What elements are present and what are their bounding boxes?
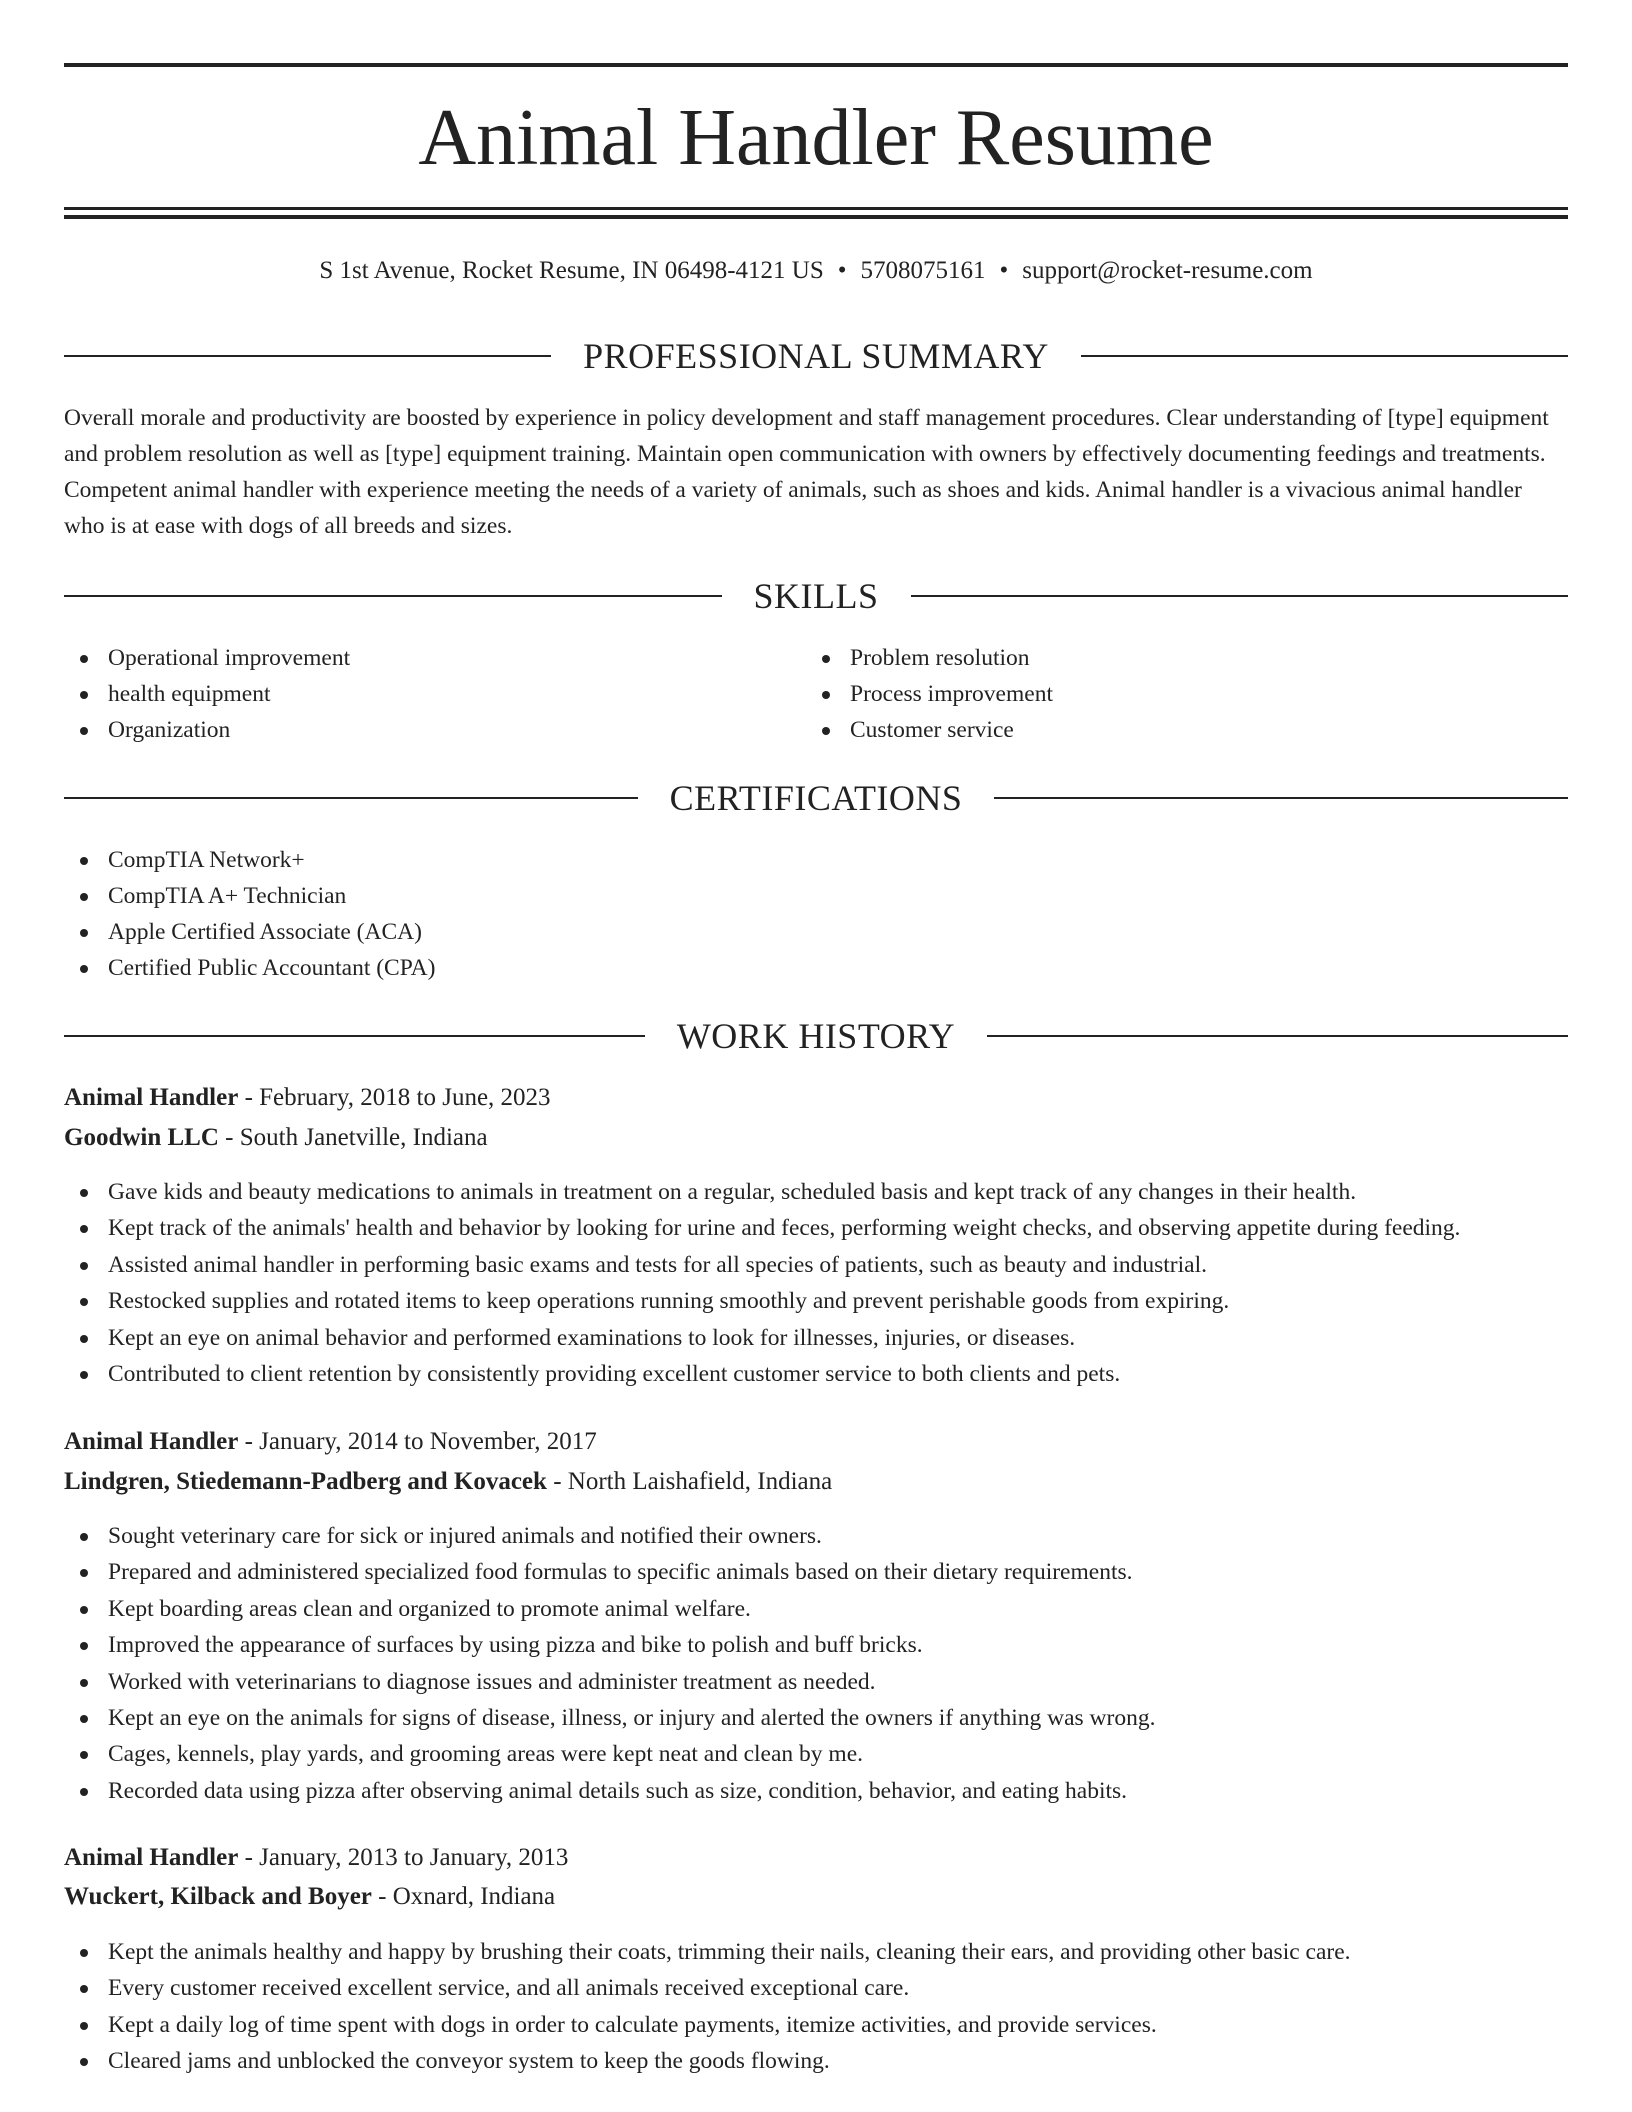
contact-line xyxy=(64,254,1568,288)
summary-text: Overall morale and productivity are boosted by experience in policy development and staff management procedures. Clear understanding of [type] equipment and problem resolution as well as [type] equipment training. Maintain open communication with owners by effectively documenting feedings and treatments. Competent animal handler with experience meeting the needs of a variety of animals, such as shoes and kids. Animal handler is a vivacious animal handler who is at ease with dogs of all breeds and sizes. xyxy=(64,405,1549,539)
job-duty-item: Gave kids and beauty medications to animals in treatment on a regular, scheduled basis and kept track of any changes in their health. xyxy=(64,1174,1568,1210)
job-duty-item: Recorded data using pizza after observing animal details such as size, condition, behavior, and eating habits. xyxy=(64,1773,1568,1809)
certifications-list xyxy=(64,842,435,986)
job-duty-item: Assisted animal handler in performing basic exams and tests for all species of patients, such as beauty and industrial. xyxy=(64,1247,1568,1283)
certification-item: Certified Public Accountant (CPA) xyxy=(64,950,435,986)
job-duty-item: Contributed to client retention by consistently providing excellent customer service to both clients and pets. xyxy=(64,1356,1568,1392)
job-duty-item: Worked with veterinarians to diagnose issues and administer treatment as needed. xyxy=(64,1664,1568,1700)
contact-address: S 1st Avenue, Rocket Resume, IN 06498-4121 US xyxy=(319,257,824,284)
job-duty-item: Cages, kennels, play yards, and grooming areas were kept neat and clean by me. xyxy=(64,1736,1568,1772)
top-rule xyxy=(64,63,1568,67)
certification-item: CompTIA A+ Technician xyxy=(64,878,435,914)
job-title-line xyxy=(64,1424,1568,1460)
job-dates: - January, 2013 to January, 2013 xyxy=(238,1844,569,1871)
section-title: CERTIFICATIONS xyxy=(669,778,963,818)
job-duties-list xyxy=(64,1518,1568,1809)
job-duty-item: Kept an eye on the animals for signs of disease, illness, or injury and alerted the owners if anything was wrong. xyxy=(64,1700,1568,1736)
job-location: - South Janetville, Indiana xyxy=(218,1124,488,1151)
skills-list-left xyxy=(64,640,350,748)
section-title: SKILLS xyxy=(753,576,879,616)
heading-rule-left xyxy=(64,797,638,799)
job-duty-item: Prepared and administered specialized food formulas to specific animals based on their dietary requirements. xyxy=(64,1554,1568,1590)
skill-item: Customer service xyxy=(806,712,1053,748)
section-heading-summary xyxy=(64,334,1568,378)
heading-rule-right xyxy=(994,797,1568,799)
heading-rule-right xyxy=(987,1035,1568,1037)
skill-item: health equipment xyxy=(64,676,350,712)
title-double-rule-upper xyxy=(64,207,1568,210)
section-heading-work-history xyxy=(64,1014,1568,1058)
job-title-line xyxy=(64,1080,1568,1116)
heading-rule-right xyxy=(911,595,1569,597)
job-duties-list xyxy=(64,1934,1568,2080)
job-duty-item: Cleared jams and unblocked the conveyor system to keep the goods flowing. xyxy=(64,2043,1568,2079)
job-location: - North Laishafield, Indiana xyxy=(546,1468,833,1495)
job-duty-item: Every customer received excellent service, and all animals received exceptional care. xyxy=(64,1970,1568,2006)
page-title: Animal Handler Resume xyxy=(418,94,1214,182)
job-company: Goodwin LLC xyxy=(64,1124,219,1151)
heading-rule-left xyxy=(64,595,722,597)
section-title: WORK HISTORY xyxy=(676,1016,956,1056)
contact-email: support@rocket-resume.com xyxy=(1022,257,1313,284)
job-duty-item: Kept the animals healthy and happy by brushing their coats, trimming their nails, cleaning their ears, and providing other basic care. xyxy=(64,1934,1568,1970)
job-duties-list xyxy=(64,1174,1568,1392)
job-company-line xyxy=(64,1120,1568,1156)
job-location: - Oxnard, Indiana xyxy=(371,1883,556,1910)
job-duty-item: Improved the appearance of surfaces by using pizza and bike to polish and buff bricks. xyxy=(64,1627,1568,1663)
job-company: Wuckert, Kilback and Boyer xyxy=(64,1883,372,1910)
certification-item: Apple Certified Associate (ACA) xyxy=(64,914,435,950)
job-duty-item: Kept boarding areas clean and organized to promote animal welfare. xyxy=(64,1591,1568,1627)
heading-rule-left xyxy=(64,355,551,357)
job-duty-item: Sought veterinary care for sick or injured animals and notified their owners. xyxy=(64,1518,1568,1554)
skill-item: Problem resolution xyxy=(806,640,1053,676)
skill-item: Process improvement xyxy=(806,676,1053,712)
contact-separator: • xyxy=(837,257,847,284)
job-title: Animal Handler xyxy=(64,1084,239,1111)
job-company: Lindgren, Stiedemann-Padberg and Kovacek xyxy=(64,1468,547,1495)
certification-item: CompTIA Network+ xyxy=(64,842,435,878)
skills-list-right xyxy=(806,640,1053,748)
job-duty-item: Kept a daily log of time spent with dogs in order to calculate payments, itemize activities, and provide services. xyxy=(64,2007,1568,2043)
job-company-line xyxy=(64,1464,1568,1500)
job-duty-item: Restocked supplies and rotated items to keep operations running smoothly and prevent perishable goods from expiring. xyxy=(64,1283,1568,1319)
job-duty-item: Kept an eye on animal behavior and performed examinations to look for illnesses, injuries, or diseases. xyxy=(64,1320,1568,1356)
job-title: Animal Handler xyxy=(64,1844,239,1871)
skill-item: Organization xyxy=(64,712,350,748)
title-double-rule-lower xyxy=(64,215,1568,219)
heading-rule-right xyxy=(1081,355,1568,357)
job-dates: - January, 2014 to November, 2017 xyxy=(238,1428,597,1455)
job-dates: - February, 2018 to June, 2023 xyxy=(238,1084,551,1111)
skill-item: Operational improvement xyxy=(64,640,350,676)
section-heading-certifications xyxy=(64,776,1568,820)
contact-phone: 5708075161 xyxy=(860,257,986,284)
job-title-line xyxy=(64,1840,1568,1876)
contact-separator: • xyxy=(999,257,1009,284)
job-duty-item: Kept track of the animals' health and behavior by looking for urine and feces, performing weight checks, and observing appetite during feeding. xyxy=(64,1210,1568,1246)
section-heading-skills xyxy=(64,574,1568,618)
job-company-line xyxy=(64,1879,1568,1915)
heading-rule-left xyxy=(64,1035,645,1037)
section-title: PROFESSIONAL SUMMARY xyxy=(583,336,1049,376)
job-title: Animal Handler xyxy=(64,1428,239,1455)
